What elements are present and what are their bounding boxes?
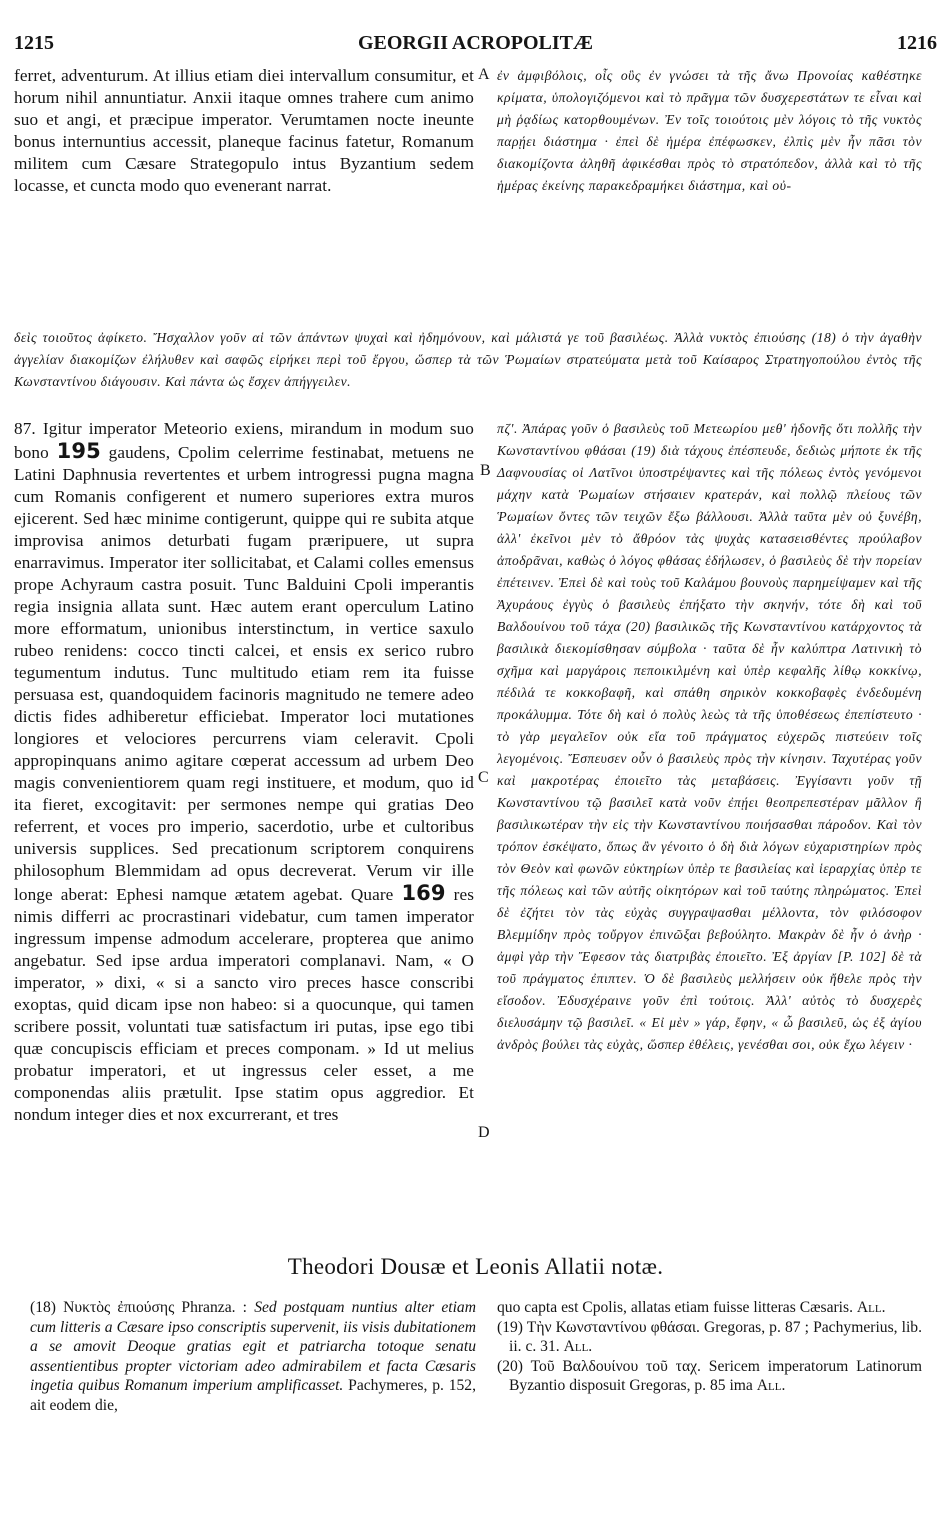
note-19-signature: All. — [563, 1338, 593, 1356]
note-19: (19) Τὴν Κωνσταντίνου φθάσαι. Gregoras, p. 87 ; Pachymerius, lib. ii. c. 31. — [497, 1318, 922, 1356]
margin-letter-a: A — [478, 66, 490, 83]
running-title: GEORGII ACROPOLITÆ — [357, 32, 594, 54]
notes-heading: Theodori Dousæ et Leonis Allatii notæ. — [287, 1254, 664, 1279]
note-18-continuation: quo capta est Cpolis, allatas etiam fuisse litteras Cæsaris. — [497, 1299, 853, 1316]
page-number-left: 1215 — [14, 32, 54, 54]
note-18-quote: Sed postquam nuntius alter etiam cum litteris a Cæsare ipso conscriptis supervenit, iis visis dubitationem a se amovit Deoque gratias egit et patriarcha totoque senatu assentientibus propter victoriam adeo admirabilem et facta Cæsaris ingetia quibus Romanum imperium amplificasset. — [30, 1299, 476, 1395]
note-18-lead: (18) Νυκτὸς ἐπιούσης Phranza. : — [30, 1299, 248, 1316]
latin-text-top: ferret, adventurum. At illius etiam diei intervallum consumitur, et horum nihil annuntiatur. Anxii itaque omnes trahere cum animo suo et angi, et præcipue imperator. Verumtamen nocte ineunte bonus internuntius accessit, planeque facinus fatetur, Romanum militem cum Cæsare Strategopulo intus Byzantium sedem locasse, et cuncta modo quo evenerant narrat. — [14, 66, 474, 195]
margin-letter-c: C — [478, 769, 489, 786]
greek-text-top: ἐν ἀμφιβόλοις, οἷς οὓς ἐν γνώσει τὰ τῆς ἄνω Προνοίας καθέστηκε κρίματα, ὑπολογιζόμενοι καὶ τὸ πρᾶγμα τῶν δυσχερεστάτων τε εἶναι καὶ μὴ ῥᾳδίως κατορθουμένων. Ἐν τοῖς τοιούτοις μὲν λόγοις τὸ τῆς νυκτὸς παρῄει διάστημα · ἐπεὶ δὲ ἡμέρα ἐπέφωσκεν, ἐλπὶς μὲν ἦν πᾶσι τὸν διακομίζοντα ἀληθῆ ἀφικέσθαι πρὸς τὸ στρατόπεδον, ἀλλὰ καὶ τὸ τῆς ἡμέρας ἐκείνης παρακεδραμήκει διάστημα, καὶ οὐ- — [497, 68, 922, 193]
latin-text-main — [14, 418, 474, 1126]
page-number-right: 1216 — [897, 32, 937, 54]
greek-text-main: πζ'. Ἀπάρας γοῦν ὁ βασιλεὺς τοῦ Μετεωρίου μεθ' ἡδονῆς ὅτι πολλῆς τὴν Κωνσταντίνου φθάσαι (19) διὰ τάχους ἐπέσπευδε, δεδιὼς μήποτε ἐκ τῆς Δαφνουσίας οἱ Λατῖνοι ὑποστρέψαντες καὶ τῆς πόλεως ἐντὸς γενόμενοι μάχην κατὰ Ῥωμαίων στήσαιεν κρατεράν, καὶ πολλῷ πλείους τῶν Ῥωμαίων ὄντες τῶν τειχῶν ἔξω βάλλουσι. Ἀλλὰ ταῦτα μὲν οὐ ξυνέβη, ἀλλ' ἐκεῖνοι μὲν τὸ ἄθρόον τὰς ψυχὰς κατασεισθέντες προύλαβον ἀποδρᾶναι, καθὼς ὁ λόγος φθάσας ἐδήλωσεν, ὁ βασιλεὺς δὲ τὴν πορείαν ἐπέτεινεν. Ἐπεὶ δὲ καὶ τοὺς τοῦ Καλάμου βουνοὺς παρημείψαμεν καὶ τῆς Ἀχυράους ἐγγὺς ὁ βασιλεὺς ἐπήξατο τὴν σκηνήν, τότε δὴ καὶ τοῦ Βαλδουίνου τοῦ τάχα (20) βασιλικῶς τῆς Κωνσταντίνου κατάρχοντος τὰ βασιλικὰ διεκομίσθησαν σύμβολα · ταῦτα δὲ ἦν καλύπτρα Λατινικὴ τὸ σχῆμα καὶ μαργάροις πεποικιλμένη καὶ ὑπὲρ κεφαλῆς λίθῳ κοκκίνῳ, πέδιλά τε κοκκοβαφῆ, καὶ σπάθη σηρικὸν κοκκοβαφὲς ἐνδεδυμένη προκάλυμμα. Τότε δὴ καὶ ὁ πολὺς λεὼς τὰ τῆς ὑποθέσεως ἐπεπίστευτο · τὸ γὰρ μεγαλεῖον οὐκ εἴα τοῦ πράγματος εὐχερῶς πιστεύειν τοῖς λεγομένοις. Ἔσπευσεν οὖν ὁ βασιλεὺς πρὸς τὴν κίνησιν. Ταχυτέρας γοῦν καὶ μακροτέρας ἐποιεῖτο τὰς μεταβάσεις. Ἐγγίσαντι γοῦν τῇ Κωνσταντίνου τῷ βασιλεῖ κατὰ νοῦν ἐπῄει θεοπρεπεστέραν μᾶλλον ἢ βασιλικωτέραν τὴν εἰς τὴν Κωνσταντίνου ποιήσασθαι πάροδον. Καὶ τὸν τρόπον ἐσκέψατο, ὅπως ἂν γένοιτο ὁ δὴ διὰ λόγων εὐχαριστηρίων πρὸς τὸν Θεὸν καὶ φωνῶν εὐκτηρίων ὑπὲρ τε βασιλείας καὶ ἱεραρχίας ὑπὲρ τε τῆς πόλεως καὶ τῶν αὐτῆς οἰκητόρων καὶ τοῦ ταύτης πληρώματος. Ἐπεὶ δὲ ἐζήτει τὸν τὰς εὐχὰς συγγραψασθαι μέλλοντα, τὸν φιλόσοφον Βλεμμίδην πρὸς τοὔργον ἐπινῶξαι βεβούλητο. Μακρὰν δὲ ἦν ὁ ἀνὴρ · ἀμφὶ γὰρ τὴν Ἔφεσον τὰς διατριβὰς ἐποιεῖτο. Ἐξ ἀργίαν [P. 102] δὲ τὰ τοῦ πράγματος ἐπιπτεν. Ὁ δὲ βασιλεὺς μελλήσειν οὐκ ἤθελε πρὸς τὴν εἴσοδον. Ἐδυσχέραινε γοῦν ἐπὶ τούτοις. Ἀλλ' αὐτὸς τὸ δυσχερὲς διελυσάμην τῷ βασιλεῖ. « Εἰ μὲν » γάρ, ἔφην, « ὦ βασιλεῦ, ὡς ἐξ ἁγίου ἀνδρὸς βούλει τὰς εὐχὰς, ὥσπερ ἐθέλεις, γενέσθαι σοι, οὐκ ἔχω λέγειν · — [497, 421, 922, 1052]
note-18-signature: All. — [856, 1299, 886, 1316]
latin-main-part2: gaudens, Cpolim celerrime festinabat, metuens ne Latini Daphnusia revertentes et urbem introgressi pugna magna cum Romanis configerent et numero superiores extra muros ejicerent. Sed hæc minime contigerunt, quippe qui re subita atque improvisa animos deturbati fugam præripuere, ut supra enarravimus. Imperator iter sollicitabat, et Calami colles emensus prope Achyraum castra posuit. Tunc Balduini Cpoli imperantis regia insignia allata sunt. Hæc autem erant operculum Latino more efformatum, unionibus interstinctum, in vertice saxulo rubeo renidens: cocco tincti calcei, et ensis ex serico rubro tegumentum indutus. Tunc multitudo etiam rem ita fuisse persuasa est, quandoquidem facinoris magnitudo ne temere adeo dictis fides adhiberetur efficiebat. Imperator loci mutationes longiores et velociores percurrens viam celeravit. Cpoli appropinquans animo agitare cœperat accessum ad urbem Deo magis convenientiorem quam regi instituere, et modum, quo id ita fieret, excogitavit: per sermones nempe qui gratias Deo referrent, et voces pro imperio, sacerdotio, urbe et cultoribus universis supplices. Sed precationum scriptorem conquirens philosophum Blemmidam ad opus decreverat. Verum vir ille longe aberat: Ephesi namque ætatem agebat. Quare — [14, 443, 474, 904]
note-20-signature: All. — [756, 1377, 786, 1395]
greek-text-fullwidth: δεὶς τοιοῦτος ἀφίκετο. Ἤσχαλλον γοῦν αἱ τῶν ἁπάντων ψυχαὶ καὶ ἠδημόνουν, καὶ μάλιστά γε τοῦ βασιλέως. Ἀλλὰ νυκτὸς ἐπιούσης (18) ὁ τὴν ἀγαθὴν ἀγγελίαν διακομίζων ἐλήλυθεν καὶ σαφῶς εἰρήκει περὶ τοῦ ἔργου, ὥσπερ τὰ τῶν Ῥωμαίων στρατεύματα μετὰ τοῦ Καίσαρος Στρατηγοπούλου ἐντὸς τῆς Κωνσταντίνου διάγουσιν. Καὶ πάντα ὡς ἔσχεν ἀπήγγειλεν. — [14, 330, 922, 389]
notes-right-column — [497, 1298, 922, 1396]
original-page-marker-195: 195 — [56, 439, 101, 463]
original-page-marker-169: 169 — [401, 881, 446, 905]
note-18-tail: Pachymeres, p. 152, ait eodem die, — [30, 1377, 476, 1414]
latin-main-part1: 87. Igitur imperator Meteorio exiens, mirandum in modum suo bono — [14, 419, 474, 462]
notes-left-column — [30, 1298, 476, 1416]
note-20: (20) Τοῦ Βαλδουίνου τοῦ ταχ. Sericem imperatorum Latinorum Byzantio disposuit Gregoras, p. 85 ima — [497, 1357, 922, 1395]
margin-letter-b: B — [480, 462, 491, 479]
margin-letter-d: D — [478, 1124, 490, 1141]
latin-main-part3: res nimis differri ac procrastinari videbatur, cum tamen imperator ingressum impense admodum accelerare, propterea que animo angebatur. Sed ipse ardua imperatori complanavi. Nam, « O imperator, » dixi, « si a sancto viro preces hasce conscribi exoptas, quid dicam ipse non habeo: si a quocunque, qui tamen scribere possit, voluntati tuæ satisfactum iri putas, ipse ego tibi quæ concupiscis efficiam et preces componam. » Id ut melius probatur imperatori, et ut ingressus celer esset, a me componendas aliis prætulit. Ipse statim opus aggredior. Et nondum integer dies et nox excurrerant, et tres — [14, 885, 475, 1124]
